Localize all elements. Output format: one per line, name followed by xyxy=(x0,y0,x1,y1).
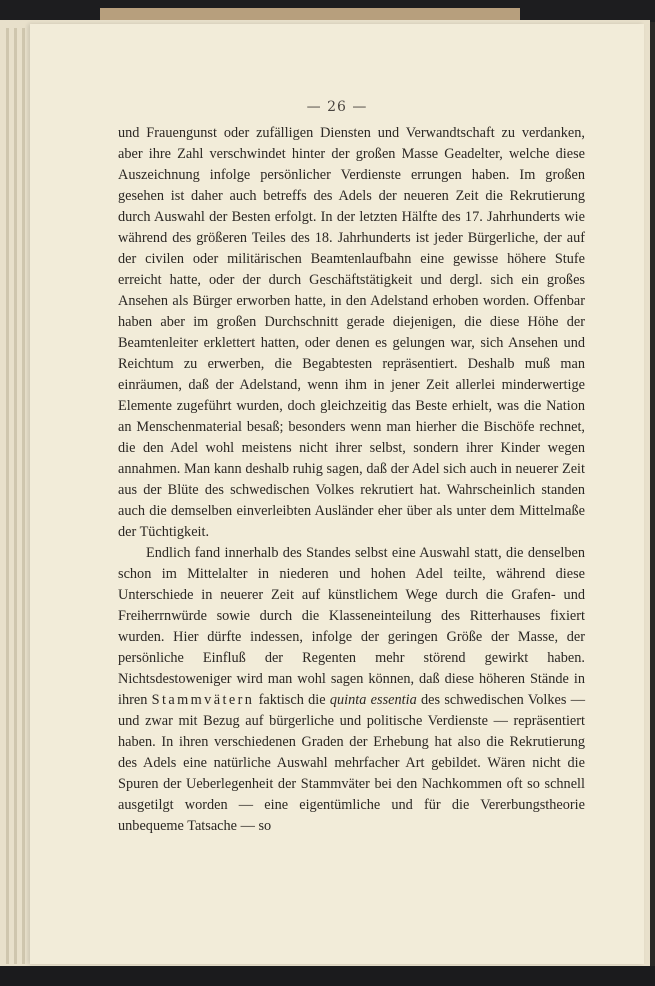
paragraph-2 xyxy=(118,543,585,837)
binding-strip xyxy=(100,8,520,20)
paragraph-2-start: Endlich fand innerhalb des Standes selbst eine Auswahl statt, die denselben schon im Mittelalter in niederen und hohen Adel teilte, während diese Unterschiede in neuerer Zeit auf künstlichem Wege durch die Grafen- und Freiherrnwürde sowie durch die Klasseneinteilung des Ritterhauses fixiert wurden. Hier dürfte indessen, infolge der geringen Größe der Masse, der persönliche Einfluß der Regenten mehr störend gewirkt haben. Nichtsdestoweniger wird man wohl sagen können, daß diese höheren Stände in ihren xyxy=(118,545,585,708)
italic-term: quinta essentia xyxy=(329,692,417,708)
spaced-emphasis: Stammvätern xyxy=(151,692,255,708)
page-body-text xyxy=(118,123,585,837)
page-edge-line xyxy=(6,28,9,964)
paragraph-1: und Frauengunst oder zufälligen Diensten und Verwandtschaft zu verdanken, aber ihre Zahl verschwindet hinter der großen Masse Geadelter, welche diese Auszeichnung infolge persönlicher Verdienste errungen haben. Im großen gesehen ist daher auch betreffs des Adels der neueren Zeit die Rekrutierung durch Auswahl der Besten erfolgt. In der letzten Hälfte des 17. Jahrhunderts wie während des größeren Teiles des 18. Jahrhunderts ist jeder Bürgerliche, der auf der civilen oder militärischen Beamtenlaufbahn eine gewisse höhere Stufe erreicht hatte, oder der durch Geschäftstätigkeit und dergl. sich ein großes Ansehen als Bürger erworben hatte, in den Adelstand erhoben worden. Offenbar haben aber im großen Durchschnitt gerade diejenigen, die diese Höhe der Beamtenleiter erklettert hatten, oder denen es gelungen war, sich Ansehen und Reichtum zu erwerben, die Begabtesten repräsentiert. Deshalb muß man einräumen, daß der Adelstand, wenn ihm in jener Zeit allerlei minderwertige Elemente zugeführt wurden, doch gleichzeitig das Beste erhielt, was die Nation an Menschenmaterial besaß; besonders wenn man hierher die Bischöfe rechnet, die den Adel wohl meistens nicht ihrer selbst, sondern ihrer Kinder wegen annahmen. Man kann deshalb ruhig sagen, daß der Adel sich auch in neuerer Zeit aus der Blüte des schwedischen Volkes rekrutiert hat. Wahrscheinlich standen auch die demselben einverleibten Ausländer eher über als unter dem Mittelmaße der Tüchtigkeit. xyxy=(118,125,585,540)
bottom-scan-border xyxy=(0,966,655,986)
page-edge-line xyxy=(14,28,17,964)
page-edge-line xyxy=(22,28,25,964)
paragraph-2-end: des schwedischen Volkes — und zwar mit Bezug auf bürgerliche und politische Verdienste — repräsentiert haben. In ihren verschiedenen Graden der Erhebung hat also die Rekrutierung des Adels eine natürliche Auswahl mehrfacher Art gebildet. Wären nicht die Spuren der Ueberlegenheit der Stammväter bei den Nachkommen oft so schnell ausgetilgt worden — eine eigentümliche und für die Vererbungstheorie unbequeme Tatsache — so xyxy=(118,692,585,834)
paragraph-2-mid: faktisch die xyxy=(258,692,326,708)
page-number: — 26 — xyxy=(306,99,368,115)
